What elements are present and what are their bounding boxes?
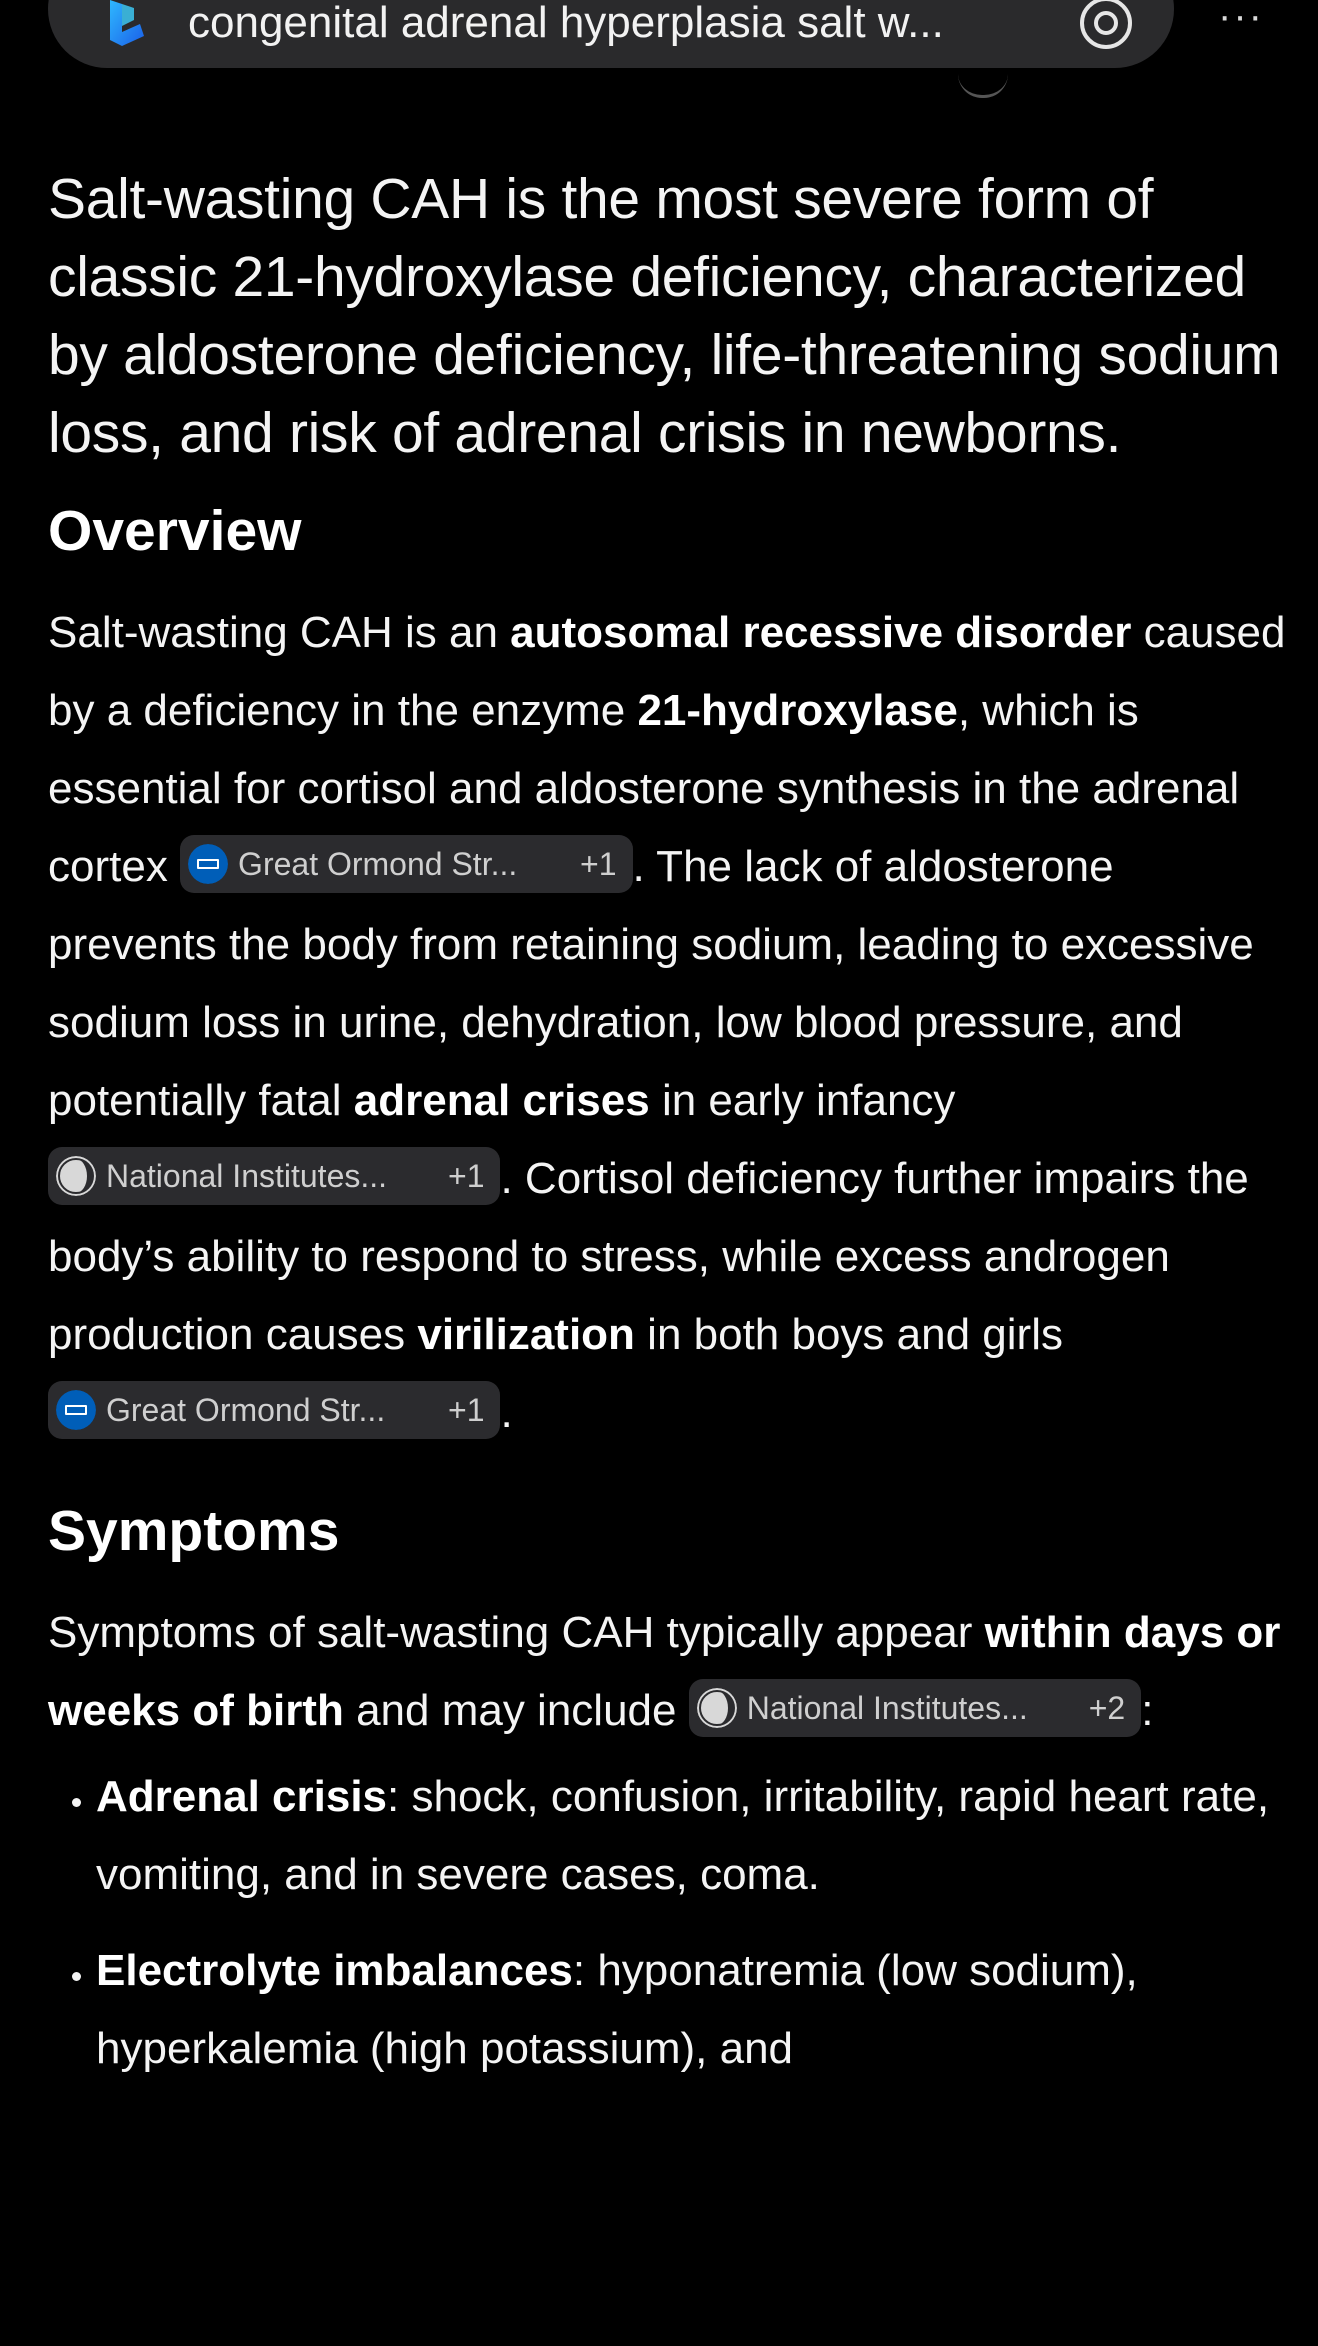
citation-more-count: +1 xyxy=(448,1158,485,1195)
text-span: . Cortisol deficiency further impairs the body’s ability to respond to stress, while excess androgen production causes xyxy=(48,1154,1249,1359)
citation-more-count: +2 xyxy=(1088,1690,1126,1727)
answer-headline: Salt-wasting CAH is the most severe form of classic 21-hydroxylase deficiency, characterized by aldosterone deficiency, life-threatening sodium loss, and risk of adrenal crisis in newborns. xyxy=(48,167,1281,465)
more-options-icon[interactable]: ··· xyxy=(1218,0,1264,38)
text-span: , which is essential for cortisol and aldosterone synthesis in the adrenal cortex xyxy=(48,686,1240,891)
symptoms-paragraph xyxy=(48,1594,1288,1750)
search-bar[interactable] xyxy=(48,0,1174,68)
symptom-text: : hyponatremia (low sodium), hyperkalemia (high potassium), and xyxy=(96,1946,1138,2073)
text-span: . The lack of aldosterone prevents the body from retaining sodium, leading to excessive sodium loss in urine, dehydration, low blood pressure, and potentially fatal xyxy=(48,842,1254,1125)
citation-chip[interactable] xyxy=(689,1679,1141,1737)
text-span: caused by a deficiency in the enzyme xyxy=(48,608,1286,735)
visual-search-icon[interactable] xyxy=(1078,0,1134,51)
nih-source-icon xyxy=(697,1688,737,1728)
answer-content xyxy=(48,160,1288,2106)
bold-term: within days or weeks of birth xyxy=(48,1608,1281,1735)
text-span: and may include xyxy=(343,1686,689,1735)
citation-source: Great Ormond Str... xyxy=(106,1392,386,1429)
copilot-logo-icon xyxy=(100,0,154,50)
symptoms-heading: Symptoms xyxy=(48,1499,340,1563)
scroll-indicator xyxy=(958,74,1008,98)
bold-term: adrenal crises xyxy=(353,1076,650,1125)
nih-source-icon xyxy=(56,1156,96,1196)
overview-heading: Overview xyxy=(48,499,302,563)
citation-more-count: +1 xyxy=(448,1392,485,1429)
bold-term: autosomal recessive disorder xyxy=(510,608,1132,657)
citation-source: National Institutes... xyxy=(106,1158,388,1195)
citation-chip[interactable] xyxy=(48,1381,500,1439)
text-span: in both boys and girls xyxy=(634,1310,1063,1359)
citation-chip[interactable] xyxy=(48,1147,500,1205)
bold-term: 21-hydroxylase xyxy=(637,686,958,735)
symptom-text: : shock, confusion, irritability, rapid heart rate, vomiting, and in severe cases, coma. xyxy=(96,1772,1270,1899)
citation-more-count: +1 xyxy=(580,846,617,883)
citation-chip[interactable] xyxy=(180,835,632,893)
search-query[interactable]: congenital adrenal hyperplasia salt w... xyxy=(188,0,944,47)
text-span: Salt-wasting CAH is an xyxy=(48,608,511,657)
overview-paragraph xyxy=(48,594,1288,1452)
bold-term: virilization xyxy=(417,1310,635,1359)
nhs-source-icon xyxy=(56,1390,96,1430)
symptoms-list xyxy=(48,1758,1288,2088)
list-item xyxy=(96,1758,1288,1914)
nhs-source-icon xyxy=(188,844,228,884)
symptom-title: Adrenal crisis xyxy=(96,1772,388,1821)
text-span: : xyxy=(1141,1686,1154,1735)
text-span: . xyxy=(500,1388,513,1437)
list-item xyxy=(96,1932,1288,2088)
text-span: in early infancy xyxy=(649,1076,956,1125)
symptom-title: Electrolyte imbalances xyxy=(96,1946,573,1995)
text-span: Symptoms of salt-wasting CAH typically appear xyxy=(48,1608,985,1657)
citation-source: National Institutes... xyxy=(746,1690,1028,1727)
citation-source: Great Ormond Str... xyxy=(238,846,518,883)
